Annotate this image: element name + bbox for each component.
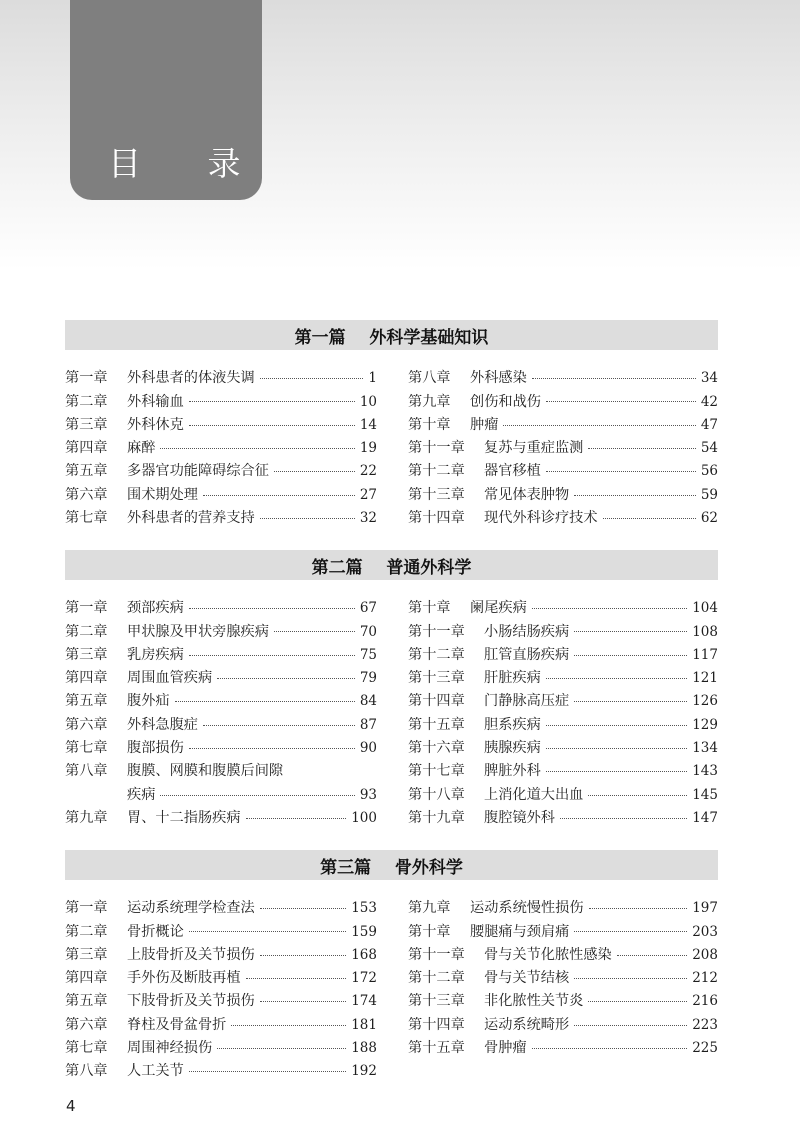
chapter-title: 外科感染 <box>470 370 527 387</box>
toc-entry[interactable] <box>408 917 718 940</box>
dot-leader <box>503 425 695 426</box>
chapter-number: 第十一章 <box>408 946 465 963</box>
chapter-title: 外科输血 <box>127 393 184 410</box>
chapter-title: 胆系疾病 <box>484 716 541 733</box>
chapter-title: 骨与关节结核 <box>484 970 570 987</box>
dot-leader <box>588 1001 687 1002</box>
dot-leader <box>532 1048 688 1049</box>
page-ref: 153 <box>351 900 377 917</box>
dot-leader <box>175 701 355 702</box>
chapter-number: 第十章 <box>408 600 451 617</box>
chapter-number: 第八章 <box>408 370 451 387</box>
chapter-number: 第十三章 <box>408 670 465 687</box>
dot-leader <box>260 955 347 956</box>
toc-entry[interactable] <box>408 941 718 964</box>
page-ref: 147 <box>692 809 718 826</box>
page-ref: 10 <box>359 393 377 410</box>
toc-entry[interactable] <box>65 1034 377 1057</box>
page-ref: 188 <box>351 1040 377 1057</box>
dot-leader <box>574 495 696 496</box>
part-section <box>65 550 718 834</box>
page-ref: 197 <box>692 900 718 917</box>
dot-leader <box>574 931 687 932</box>
toc-columns <box>65 364 718 534</box>
chapter-number: 第二章 <box>65 393 108 410</box>
toc-entry[interactable] <box>65 504 377 527</box>
part-header: 第二篇 普通外科学 <box>65 550 718 580</box>
chapter-title: 疾病 <box>127 786 156 803</box>
toc-entry[interactable] <box>408 480 718 503</box>
page-ref: 216 <box>692 993 718 1010</box>
page-ref: 59 <box>700 486 718 503</box>
page-ref: 19 <box>359 440 377 457</box>
chapter-title: 现代外科诊疗技术 <box>484 510 598 527</box>
toc-entry[interactable] <box>65 480 377 503</box>
toc-entry[interactable] <box>65 734 377 757</box>
page-ref: 172 <box>351 970 377 987</box>
dot-leader <box>160 448 354 449</box>
page-ref: 62 <box>700 510 718 527</box>
toc-entry[interactable] <box>65 987 377 1010</box>
chapter-number: 第三章 <box>65 646 108 663</box>
chapter-title: 外科急腹症 <box>127 716 198 733</box>
chapter-number: 第十一章 <box>408 440 465 457</box>
chapter-number: 第十七章 <box>408 763 465 780</box>
dot-leader <box>189 931 346 932</box>
chapter-title: 围术期处理 <box>127 486 198 503</box>
page-ref: 54 <box>700 440 718 457</box>
chapter-number: 第十三章 <box>408 993 465 1010</box>
chapter-title: 腰腿痛与颈肩痛 <box>470 923 570 940</box>
page-ref: 126 <box>692 693 718 710</box>
toc-columns <box>65 894 718 1084</box>
chapter-number: 第三章 <box>65 946 108 963</box>
dot-leader <box>260 908 347 909</box>
toc-entry[interactable] <box>408 987 718 1010</box>
chapter-number: 第七章 <box>65 1040 108 1057</box>
chapter-title: 腹膜、网膜和腹膜后间隙 <box>127 763 284 780</box>
toc-entry[interactable] <box>65 894 377 917</box>
dot-leader <box>189 1071 346 1072</box>
page-ref: 104 <box>692 600 718 617</box>
chapter-title: 复苏与重症监测 <box>484 440 584 457</box>
toc-entry[interactable] <box>408 964 718 987</box>
chapter-number: 第六章 <box>65 1016 108 1033</box>
toc-entry[interactable] <box>65 780 377 803</box>
toc-entry[interactable] <box>408 411 718 434</box>
toc-entry[interactable] <box>408 1010 718 1033</box>
chapter-title: 腹部损伤 <box>127 740 184 757</box>
page-ref: 90 <box>359 740 377 757</box>
chapter-number: 第十二章 <box>408 463 465 480</box>
page-ref: 145 <box>692 786 718 803</box>
part-section <box>65 850 718 1084</box>
chapter-title: 腹腔镜外科 <box>484 809 555 826</box>
chapter-number: 第十四章 <box>408 1016 465 1033</box>
chapter-number: 第九章 <box>65 809 108 826</box>
chapter-title: 小肠结肠疾病 <box>484 623 570 640</box>
page-ref: 79 <box>359 670 377 687</box>
toc-entry[interactable] <box>65 411 377 434</box>
page-ref: 27 <box>359 486 377 503</box>
page-ref: 14 <box>359 416 377 433</box>
chapter-title: 上肢骨折及关节损伤 <box>127 946 255 963</box>
part-header: 第三篇 骨外科学 <box>65 850 718 880</box>
part-section <box>65 320 718 534</box>
page-ref: 212 <box>692 970 718 987</box>
dot-leader <box>588 448 695 449</box>
chapter-number: 第十二章 <box>408 970 465 987</box>
dot-leader <box>574 1025 687 1026</box>
page-ref: 203 <box>692 923 718 940</box>
chapter-title: 骨折概论 <box>127 923 184 940</box>
toc-entry[interactable] <box>65 617 377 640</box>
dot-leader <box>274 631 355 632</box>
toc-entry[interactable] <box>65 687 377 710</box>
toc-entry[interactable] <box>408 894 718 917</box>
toc-entry[interactable] <box>65 757 377 780</box>
toc-entry[interactable] <box>408 804 718 827</box>
dot-leader <box>246 818 347 819</box>
page-ref: 174 <box>351 993 377 1010</box>
toc-column-left <box>65 364 377 527</box>
chapter-title: 肛管直肠疾病 <box>484 646 570 663</box>
toc-entry[interactable] <box>65 364 377 387</box>
toc-entry[interactable] <box>65 1057 377 1080</box>
dot-leader <box>560 818 687 819</box>
chapter-title: 腹外疝 <box>127 693 170 710</box>
dot-leader <box>574 631 687 632</box>
toc-entry[interactable] <box>408 617 718 640</box>
toc-entry[interactable] <box>408 780 718 803</box>
dot-leader <box>189 425 355 426</box>
chapter-title: 器官移植 <box>484 463 541 480</box>
dot-leader <box>589 908 688 909</box>
page-ref: 67 <box>359 600 377 617</box>
chapter-number: 第七章 <box>65 510 108 527</box>
dot-leader <box>546 725 687 726</box>
chapter-title: 下肢骨折及关节损伤 <box>127 993 255 1010</box>
chapter-title: 胃、十二指肠疾病 <box>127 809 241 826</box>
toc-entry[interactable] <box>408 687 718 710</box>
page-ref: 192 <box>351 1063 377 1080</box>
chapter-number: 第十八章 <box>408 786 465 803</box>
chapter-number: 第七章 <box>65 740 108 757</box>
toc-entry[interactable] <box>65 1010 377 1033</box>
dot-leader <box>260 378 364 379</box>
chapter-title: 周围神经损伤 <box>127 1040 213 1057</box>
chapter-number: 第九章 <box>408 393 451 410</box>
page-ref: 134 <box>692 740 718 757</box>
toc-entry[interactable] <box>408 594 718 617</box>
chapter-number: 第五章 <box>65 463 108 480</box>
toc-entry[interactable] <box>65 457 377 480</box>
chapter-title: 脊柱及骨盆骨折 <box>127 1016 227 1033</box>
page-ref: 93 <box>359 786 377 803</box>
toc-entry[interactable] <box>408 1034 718 1057</box>
page-title: 目 录 <box>108 144 269 183</box>
page-ref: 1 <box>368 370 377 387</box>
chapter-title: 骨与关节化脓性感染 <box>484 946 612 963</box>
chapter-number: 第十二章 <box>408 646 465 663</box>
toc-column-right <box>408 364 718 527</box>
toc-column-left <box>65 594 377 827</box>
page-ref: 100 <box>351 809 377 826</box>
page-ref: 47 <box>700 416 718 433</box>
toc-column-right <box>408 894 718 1057</box>
page-ref: 181 <box>351 1016 377 1033</box>
dot-leader <box>160 795 354 796</box>
chapter-number: 第四章 <box>65 440 108 457</box>
chapter-number: 第一章 <box>65 600 108 617</box>
part-header: 第一篇 外科学基础知识 <box>65 320 718 350</box>
toc-entry[interactable] <box>408 734 718 757</box>
chapter-number: 第六章 <box>65 486 108 503</box>
chapter-number: 第十章 <box>408 923 451 940</box>
page-ref: 70 <box>359 623 377 640</box>
page-ref: 168 <box>351 946 377 963</box>
chapter-title: 阑尾疾病 <box>470 600 527 617</box>
page-ref: 108 <box>692 623 718 640</box>
dot-leader <box>574 701 687 702</box>
chapter-title: 运动系统慢性损伤 <box>470 900 584 917</box>
chapter-title: 上消化道大出血 <box>484 786 584 803</box>
dot-leader <box>231 1025 346 1026</box>
toc-entry[interactable] <box>408 757 718 780</box>
page-ref: 117 <box>692 646 718 663</box>
toc-column-right <box>408 594 718 827</box>
toc-entry[interactable] <box>408 641 718 664</box>
dot-leader <box>274 471 355 472</box>
chapter-number: 第十六章 <box>408 740 465 757</box>
chapter-title: 颈部疾病 <box>127 600 184 617</box>
page-ref: 32 <box>359 510 377 527</box>
chapter-title: 外科患者的体液失调 <box>127 370 255 387</box>
chapter-number: 第十五章 <box>408 716 465 733</box>
dot-leader <box>603 518 696 519</box>
toc-entry[interactable] <box>65 434 377 457</box>
toc-entry[interactable] <box>65 710 377 733</box>
dot-leader <box>189 748 355 749</box>
toc-entry[interactable] <box>65 964 377 987</box>
dot-leader <box>546 401 696 402</box>
chapter-title: 肝脏疾病 <box>484 670 541 687</box>
chapter-number: 第五章 <box>65 693 108 710</box>
chapter-title: 乳房疾病 <box>127 646 184 663</box>
chapter-number: 第三章 <box>65 416 108 433</box>
chapter-title: 肿瘤 <box>470 416 499 433</box>
chapter-number: 第五章 <box>65 993 108 1010</box>
dot-leader <box>246 978 347 979</box>
dot-leader <box>546 471 696 472</box>
chapter-title: 创伤和战伤 <box>470 393 541 410</box>
chapter-number: 第十三章 <box>408 486 465 503</box>
chapter-title: 门静脉高压症 <box>484 693 570 710</box>
toc-entry[interactable] <box>65 594 377 617</box>
toc-entry[interactable] <box>65 804 377 827</box>
dot-leader <box>189 608 355 609</box>
chapter-title: 人工关节 <box>127 1063 184 1080</box>
chapter-number: 第十章 <box>408 416 451 433</box>
toc-entry[interactable] <box>408 387 718 410</box>
page-ref: 75 <box>359 646 377 663</box>
chapter-number: 第二章 <box>65 923 108 940</box>
chapter-number: 第十四章 <box>408 510 465 527</box>
dot-leader <box>203 725 355 726</box>
chapter-number: 第十五章 <box>408 1040 465 1057</box>
chapter-title: 脾脏外科 <box>484 763 541 780</box>
dot-leader <box>260 1001 347 1002</box>
chapter-number: 第一章 <box>65 900 108 917</box>
dot-leader <box>574 655 687 656</box>
toc-columns <box>65 594 718 834</box>
dot-leader <box>203 495 355 496</box>
dot-leader <box>588 795 687 796</box>
dot-leader <box>532 378 696 379</box>
chapter-title: 外科休克 <box>127 416 184 433</box>
toc-entry[interactable] <box>408 664 718 687</box>
chapter-title: 常见体表肿物 <box>484 486 570 503</box>
chapter-title: 骨肿瘤 <box>484 1040 527 1057</box>
chapter-title: 周围血管疾病 <box>127 670 213 687</box>
page-ref: 56 <box>700 463 718 480</box>
dot-leader <box>532 608 687 609</box>
toc-entry[interactable] <box>65 941 377 964</box>
dot-leader <box>217 1048 346 1049</box>
page-ref: 22 <box>359 463 377 480</box>
chapter-number: 第一章 <box>65 370 108 387</box>
toc-entry[interactable] <box>408 364 718 387</box>
dot-leader <box>617 955 688 956</box>
toc-entry[interactable] <box>65 917 377 940</box>
chapter-title: 运动系统理学检查法 <box>127 900 255 917</box>
dot-leader <box>546 678 687 679</box>
toc-entry[interactable] <box>408 457 718 480</box>
chapter-number: 第四章 <box>65 970 108 987</box>
toc-entry[interactable] <box>408 710 718 733</box>
toc-entry[interactable] <box>65 641 377 664</box>
page-number: 4 <box>66 1097 76 1115</box>
page-ref: 129 <box>692 716 718 733</box>
dot-leader <box>546 748 687 749</box>
dot-leader <box>546 771 687 772</box>
chapter-title: 外科患者的营养支持 <box>127 510 255 527</box>
chapter-number: 第六章 <box>65 716 108 733</box>
toc-entry[interactable] <box>408 504 718 527</box>
chapter-number: 第十九章 <box>408 809 465 826</box>
toc-column-left <box>65 894 377 1080</box>
chapter-title: 多器官功能障碍综合征 <box>127 463 269 480</box>
page-ref: 223 <box>692 1016 718 1033</box>
page-ref: 225 <box>692 1040 718 1057</box>
chapter-number: 第八章 <box>65 763 108 780</box>
page-ref: 143 <box>692 763 718 780</box>
page-ref: 159 <box>351 923 377 940</box>
dot-leader <box>574 978 687 979</box>
dot-leader <box>189 401 355 402</box>
page-ref: 34 <box>700 370 718 387</box>
chapter-number: 第十一章 <box>408 623 465 640</box>
chapter-number: 第二章 <box>65 623 108 640</box>
chapter-title: 甲状腺及甲状旁腺疾病 <box>127 623 269 640</box>
toc-entry[interactable] <box>65 664 377 687</box>
chapter-number: 第十四章 <box>408 693 465 710</box>
chapter-number: 第四章 <box>65 670 108 687</box>
chapter-title: 手外伤及断肢再植 <box>127 970 241 987</box>
dot-leader <box>260 518 355 519</box>
chapter-number: 第九章 <box>408 900 451 917</box>
chapter-title: 非化脓性关节炎 <box>484 993 584 1010</box>
toc-entry[interactable] <box>408 434 718 457</box>
chapter-title: 运动系统畸形 <box>484 1016 570 1033</box>
chapter-title: 胰腺疾病 <box>484 740 541 757</box>
toc-entry[interactable] <box>65 387 377 410</box>
page-ref: 208 <box>692 946 718 963</box>
dot-leader <box>217 678 355 679</box>
page-ref: 84 <box>359 693 377 710</box>
page-ref: 42 <box>700 393 718 410</box>
dot-leader <box>189 655 355 656</box>
chapter-number: 第八章 <box>65 1063 108 1080</box>
page-ref: 121 <box>692 670 718 687</box>
page-ref: 87 <box>359 716 377 733</box>
chapter-title: 麻醉 <box>127 440 156 457</box>
